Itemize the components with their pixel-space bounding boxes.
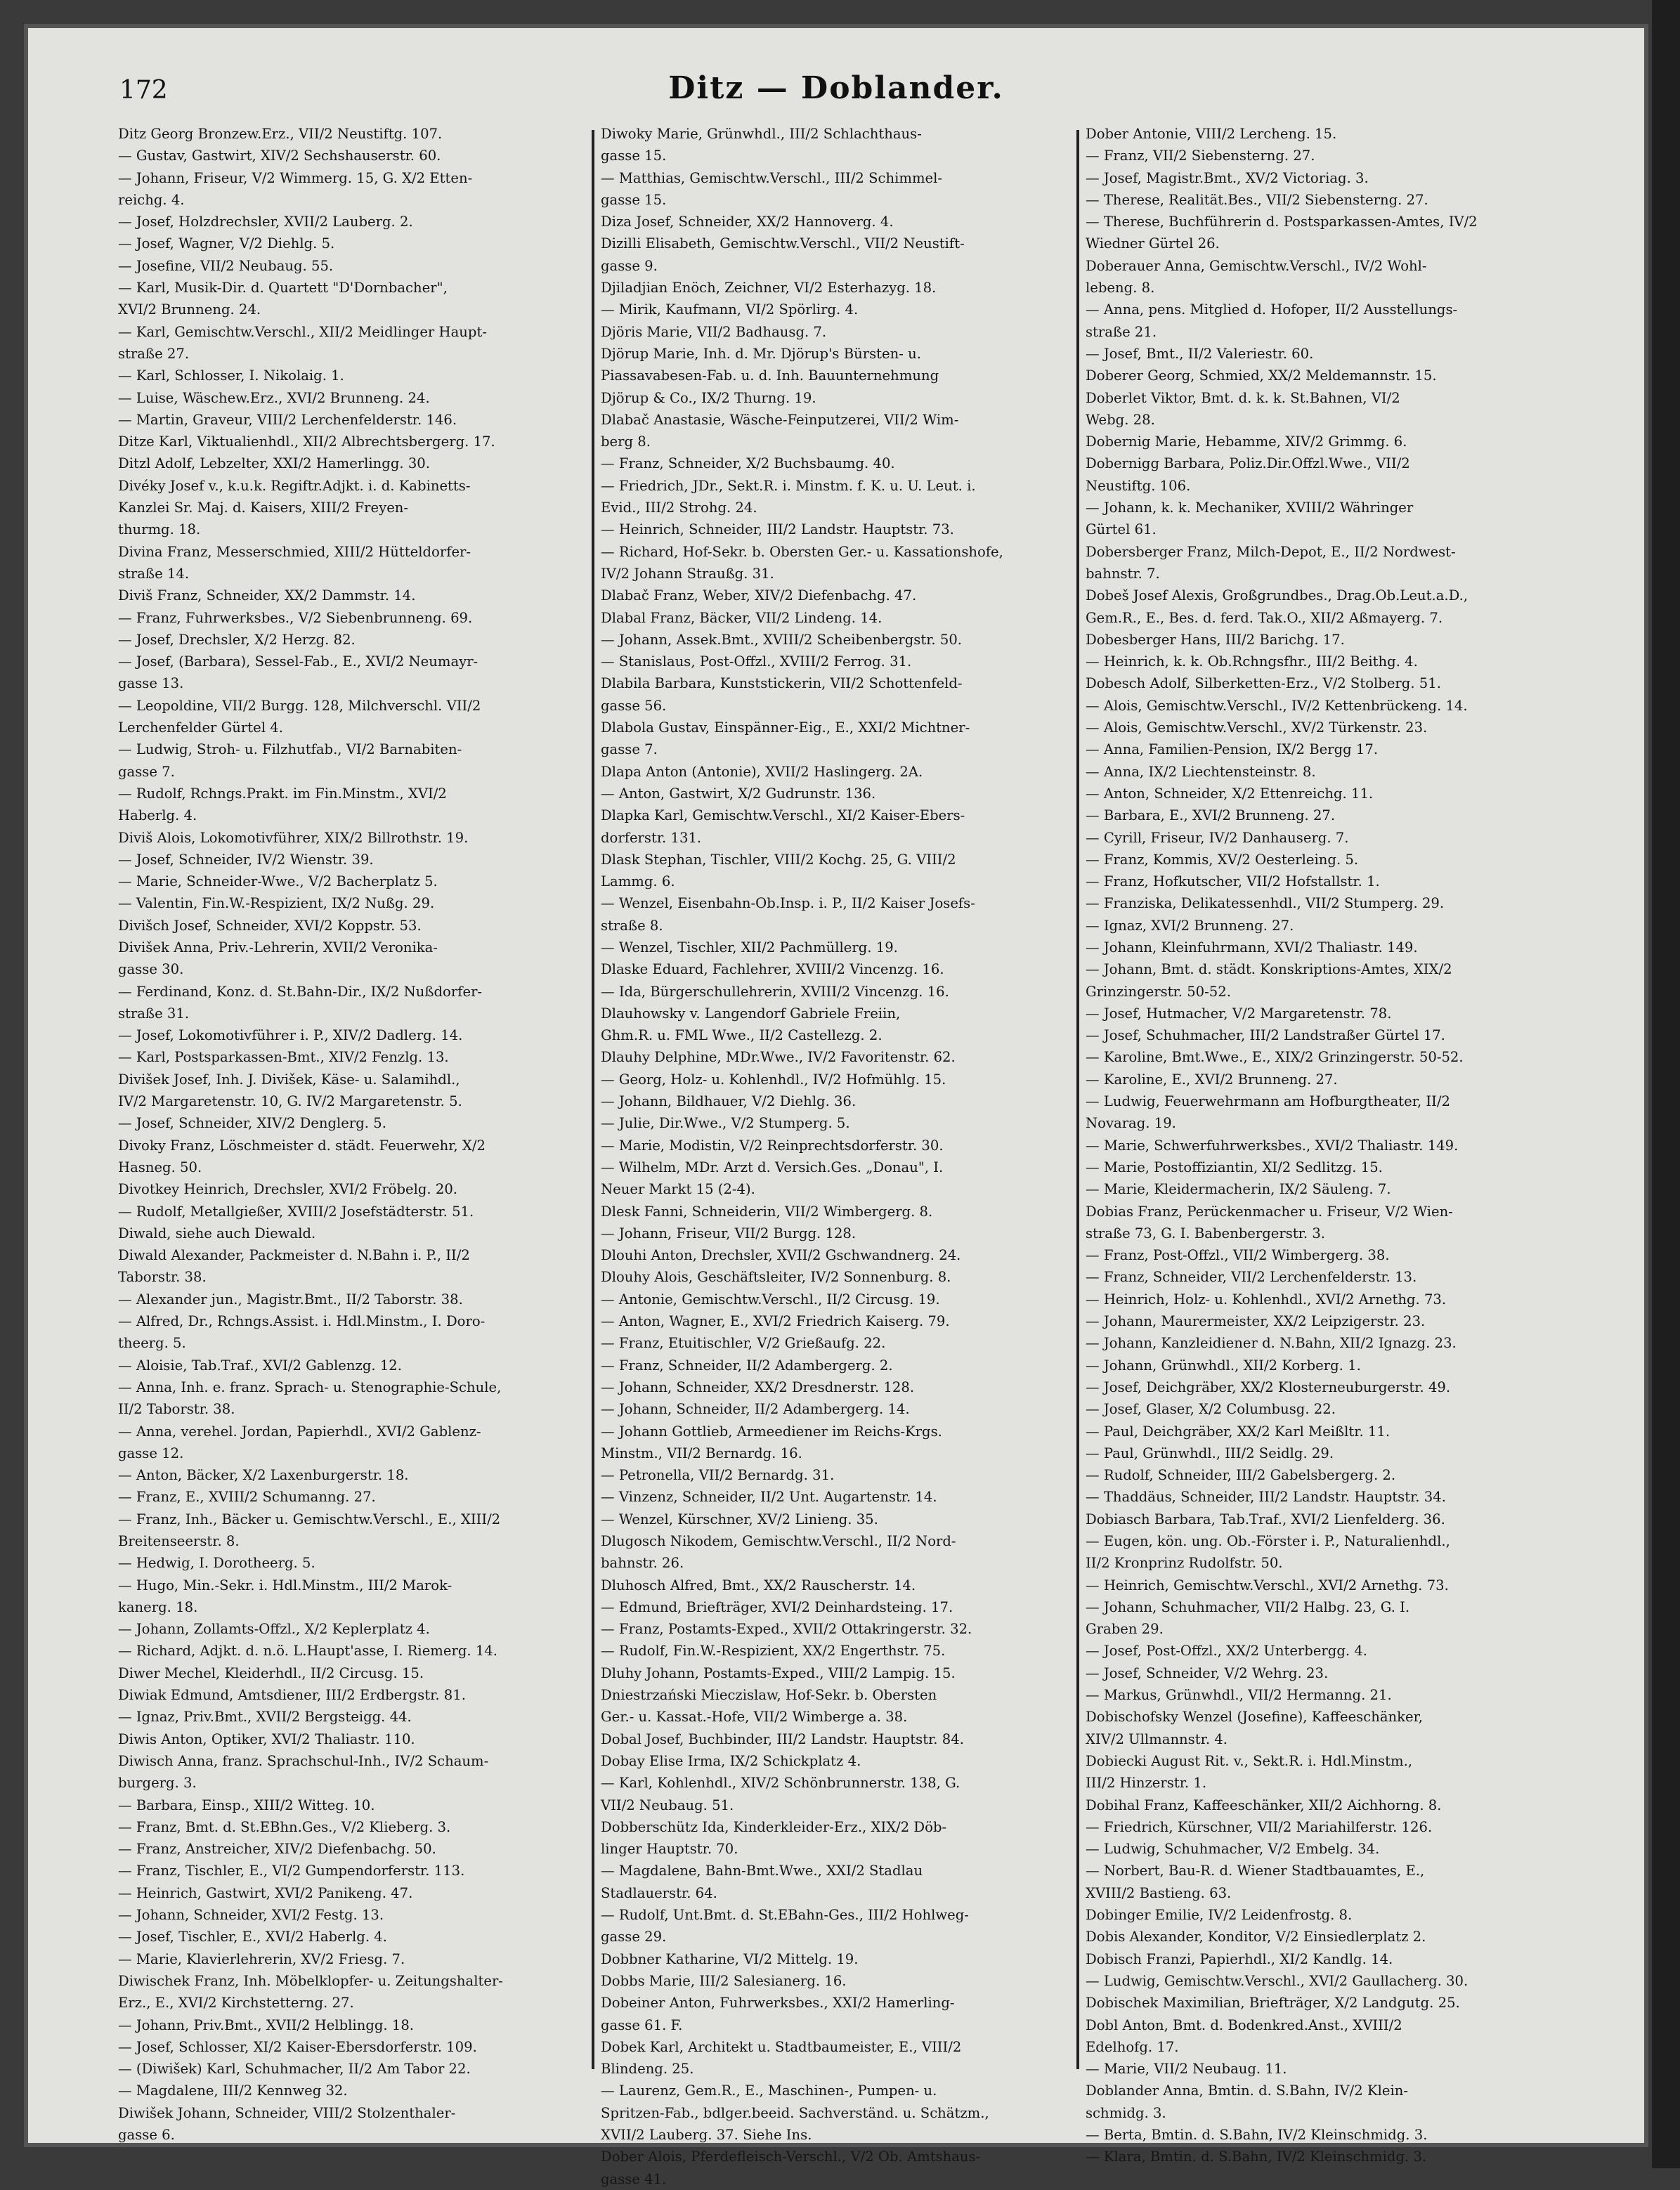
directory-entry-line: gasse 30.: [118, 961, 184, 978]
directory-entry-line: — Anna, pens. Mitglied d. Hofoper, II/2 Ausstellungs-: [1086, 301, 1458, 318]
directory-entry-line: III/2 Hinzerstr. 1.: [1086, 1775, 1207, 1792]
scan-frame-edge: [1652, 0, 1680, 2168]
directory-entry-line: — Thaddäus, Schneider, III/2 Landstr. Hauptstr. 34.: [1086, 1489, 1446, 1506]
directory-entry-line: Dobek Karl, Architekt u. Stadtbaumeister, E., VIII/2: [601, 2038, 962, 2055]
directory-entry-line: — Martin, Graveur, VIII/2 Lerchenfelderstr. 146.: [118, 411, 457, 428]
directory-entry-line: — Heinrich, Schneider, III/2 Landstr. Hauptstr. 73.: [601, 521, 954, 538]
directory-entry-line: — Wenzel, Tischler, XII/2 Pachmüllerg. 19.: [601, 939, 898, 956]
directory-entry-line: — Franz, Fuhrwerksbes., V/2 Siebenbrunneng. 69.: [118, 609, 473, 626]
directory-entry-line: — Josef, Bmt., II/2 Valeriestr. 60.: [1086, 345, 1314, 362]
directory-entry-line: — Richard, Hof-Sekr. b. Obersten Ger.- u. Kassationshofe,: [601, 543, 1003, 560]
directory-entry-line: gasse 7.: [601, 741, 658, 758]
directory-entry-line: Breitenseerstr. 8.: [118, 1533, 240, 1549]
directory-entry-line: Ditze Karl, Viktualienhdl., XII/2 Albrechtsbergerg. 17.: [118, 434, 495, 450]
directory-entry-line: — Franz, Kommis, XV/2 Oesterleing. 5.: [1086, 851, 1359, 868]
directory-entry-line: — Therese, Buchführerin d. Postsparkassen-Amtes, IV/2: [1086, 214, 1478, 230]
directory-entry-line: Dlabač Anastasie, Wäsche-Feinputzerei, VII/2 Wim-: [601, 411, 959, 428]
directory-entry-line: — Aloisie, Tab.Traf., XVI/2 Gablenzg. 12.: [118, 1357, 403, 1374]
directory-entry-line: Djiladjian Enöch, Zeichner, VI/2 Esterhazyg. 18.: [601, 280, 937, 296]
directory-entry-line: Dobesch Adolf, Silberketten-Erz., V/2 Stolberg. 51.: [1086, 675, 1441, 692]
directory-entry-line: — Johann, k. k. Mechaniker, XVIII/2 Währinger: [1086, 500, 1414, 516]
directory-entry-line: — Wenzel, Eisenbahn-Ob.Insp. i. P., II/2 Kaiser Josefs-: [601, 895, 975, 912]
directory-entry-line: — Karl, Gemischtw.Verschl., XII/2 Meidlinger Haupt-: [118, 323, 487, 340]
directory-entry-line: Dizilli Elisabeth, Gemischtw.Verschl., VII/2 Neustift-: [601, 235, 965, 252]
directory-entry-line: dorferstr. 131.: [601, 829, 702, 846]
directory-entry-line: — Matthias, Gemischtw.Verschl., III/2 Schimmel-: [601, 169, 943, 186]
directory-entry-line: Divišek Josef, Inh. J. Divišek, Käse- u. Salamihdl.,: [118, 1071, 460, 1088]
directory-entry-line: — Edmund, Briefträger, XVI/2 Deinhardsteing. 17.: [601, 1598, 953, 1615]
directory-entry-line: — Heinrich, k. k. Ob.Rchngsfhr., III/2 Beithg. 4.: [1086, 653, 1418, 670]
directory-entry-line: Dobl Anton, Bmt. d. Bodenkred.Anst., XVIII/2: [1086, 2016, 1402, 2033]
directory-entry-line: — Marie, Postoffiziantin, XI/2 Sedlitzg. 15.: [1086, 1159, 1383, 1175]
directory-entry-line: Diwald Alexander, Packmeister d. N.Bahn i. P., II/2: [118, 1247, 470, 1264]
directory-entry-line: Dlesk Fanni, Schneiderin, VII/2 Wimbergerg. 8.: [601, 1203, 933, 1220]
directory-entry-line: straße 31.: [118, 1005, 190, 1022]
directory-entry-line: — Anna, Inh. e. franz. Sprach- u. Stenographie-Schule,: [118, 1378, 502, 1395]
directory-entry-line: Dobiecki August Rit. v., Sekt.R. i. Hdl.Minstm.,: [1086, 1752, 1413, 1769]
directory-entry-line: — Friedrich, JDr., Sekt.R. i. Minstm. f. K. u. U. Leut. i.: [601, 477, 976, 494]
directory-entry-line: — Anton, Wagner, E., XVI/2 Friedrich Kaiserg. 79.: [601, 1313, 950, 1330]
directory-entry-line: — Therese, Realität.Bes., VII/2 Siebensterng. 27.: [1086, 191, 1428, 208]
directory-entry-line: Neuer Markt 15 (2-4).: [601, 1181, 755, 1198]
directory-entry-line: Lammg. 6.: [601, 873, 675, 890]
directory-entry-line: Evid., III/2 Strohg. 24.: [601, 500, 757, 516]
directory-entry-line: Lerchenfelder Gürtel 4.: [118, 719, 283, 736]
directory-entry-line: Dobay Elise Irma, IX/2 Schickplatz 4.: [601, 1752, 861, 1769]
directory-entry-line: Ger.- u. Kassat.-Hofe, VII/2 Wimberge a. 38.: [601, 1709, 908, 1726]
column-right: [1086, 123, 1556, 2165]
column-left: [118, 123, 585, 2144]
directory-entry-line: — Ignaz, XVI/2 Brunneng. 27.: [1086, 917, 1294, 934]
directory-entry-line: — Josef, Post-Offzl., XX/2 Unterbergg. 4.: [1086, 1643, 1368, 1660]
directory-entry-line: Dobernigg Barbara, Poliz.Dir.Offzl.Wwe., VII/2: [1086, 455, 1410, 472]
directory-entry-line: Djörup & Co., IX/2 Thurng. 19.: [601, 389, 816, 406]
directory-entry-line: XVII/2 Lauberg. 37. Siehe Ins.: [601, 2127, 812, 2144]
directory-entry-line: Dniestrzański Mieczislaw, Hof-Sekr. b. Obersten: [601, 1687, 937, 1704]
directory-entry-line: Doberauer Anna, Gemischtw.Verschl., IV/2 Wohl-: [1086, 257, 1427, 274]
directory-entry-line: Divina Franz, Messerschmied, XIII/2 Hütteldorfer-: [118, 543, 471, 560]
directory-entry-line: — Ludwig, Stroh- u. Filzhutfab., VI/2 Barnabiten-: [118, 741, 462, 758]
directory-entry-line: Edelhofg. 17.: [1086, 2038, 1179, 2055]
directory-entry-line: — Barbara, E., XVI/2 Brunneng. 27.: [1086, 807, 1336, 824]
directory-entry-line: lebeng. 8.: [1086, 280, 1155, 296]
directory-entry-line: VII/2 Neubaug. 51.: [601, 1797, 734, 1813]
directory-entry-line: — Ferdinand, Konz. d. St.Bahn-Dir., IX/2 Nußdorfer-: [118, 983, 483, 1000]
directory-entry-line: — Franz, Postamts-Exped., XVII/2 Ottakringerstr. 32.: [601, 1621, 972, 1638]
directory-entry-line: Diwald, siehe auch Diewald.: [118, 1225, 316, 1241]
directory-entry-line: — Franz, Tischler, E., VI/2 Gumpendorferstr. 113.: [118, 1863, 465, 1879]
directory-entry-line: — Marie, Modistin, V/2 Reinprechtsdorferstr. 30.: [601, 1137, 944, 1154]
directory-entry-line: — Leopoldine, VII/2 Burgg. 128, Milchverschl. VII/2: [118, 697, 481, 714]
column-divider: [1076, 130, 1079, 2069]
directory-entry-line: gasse 15.: [601, 148, 667, 164]
directory-entry-line: — Franziska, Delikatessenhdl., VII/2 Stumperg. 29.: [1086, 895, 1445, 912]
directory-entry-line: gasse 6.: [118, 2127, 175, 2144]
directory-entry-line: Webg. 28.: [1086, 411, 1155, 428]
directory-entry-line: straße 27.: [118, 345, 190, 362]
directory-entry-line: straße 14.: [118, 565, 190, 582]
directory-entry-line: — Johann, Friseur, VII/2 Burgg. 128.: [601, 1225, 857, 1241]
directory-entry-line: — Anna, IX/2 Liechtensteinstr. 8.: [1086, 763, 1316, 780]
directory-entry-line: — Magdalene, III/2 Kennweg 32.: [118, 2083, 348, 2099]
directory-entry-line: — Franz, Post-Offzl., VII/2 Wimbergerg. 38.: [1086, 1247, 1390, 1264]
directory-entry-line: — Karl, Kohlenhdl., XIV/2 Schönbrunnerstr. 138, G.: [601, 1775, 961, 1792]
directory-entry-line: — Richard, Adjkt. d. n.ö. L.Haupt'asse, I. Riemerg. 14.: [118, 1643, 497, 1660]
column-middle: [601, 123, 1068, 2187]
directory-entry-line: Dober Antonie, VIII/2 Lercheng. 15.: [1086, 126, 1337, 142]
directory-entry-line: — Antonie, Gemischtw.Verschl., II/2 Circusg. 19.: [601, 1291, 940, 1308]
directory-entry-line: Dobeiner Anton, Fuhrwerksbes., XXI/2 Hamerling-: [601, 1995, 955, 2012]
directory-entry-line: — Ida, Bürgerschullehrerin, XVIII/2 Vincenzg. 16.: [601, 983, 949, 1000]
directory-entry-line: Dobbner Katharine, VI/2 Mittelg. 19.: [601, 1950, 859, 1967]
directory-entry-line: — Hedwig, I. Dorotheerg. 5.: [118, 1555, 315, 1572]
directory-entry-line: — Klara, Bmtin. d. S.Bahn, IV/2 Kleinschmidg. 3.: [1086, 2149, 1427, 2165]
directory-entry-line: Dobberschütz Ida, Kinderkleider-Erz., XIX/2 Döb-: [601, 1818, 947, 1835]
directory-entry-line: — Rudolf, Rchngs.Prakt. im Fin.Minstm., XVI/2: [118, 785, 447, 802]
directory-entry-line: — Alois, Gemischtw.Verschl., XV/2 Türkenstr. 23.: [1086, 719, 1428, 736]
directory-entry-line: Dlabola Gustav, Einspänner-Eig., E., XXI/2 Michtner-: [601, 719, 970, 736]
directory-entry-line: — Rudolf, Fin.W.-Respizient, XX/2 Engerthstr. 75.: [601, 1643, 946, 1660]
directory-entry-line: Dlabila Barbara, Kunststickerin, VII/2 Schottenfeld-: [601, 675, 963, 692]
directory-entry-line: Taborstr. 38.: [118, 1269, 207, 1286]
directory-entry-line: Dobisch Franzi, Papierhdl., XI/2 Kandlg. 14.: [1086, 1950, 1393, 1967]
directory-entry-line: — Johann, Friseur, V/2 Wimmerg. 15, G. X/2 Etten-: [118, 169, 473, 186]
directory-entry-line: — Gustav, Gastwirt, XIV/2 Sechshauserstr. 60.: [118, 148, 441, 164]
directory-entry-line: II/2 Kronprinz Rudolfstr. 50.: [1086, 1555, 1283, 1572]
directory-entry-line: Dobeš Josef Alexis, Großgrundbes., Drag.Ob.Leut.a.D.,: [1086, 587, 1469, 604]
directory-entry-line: Kanzlei Sr. Maj. d. Kaisers, XIII/2 Freyen-: [118, 500, 409, 516]
directory-entry-line: reichg. 4.: [118, 191, 185, 208]
directory-entry-line: — Laurenz, Gem.R., E., Maschinen-, Pumpen- u.: [601, 2083, 937, 2099]
directory-entry-line: Diviš Franz, Schneider, XX/2 Dammstr. 14.: [118, 587, 416, 604]
directory-entry-line: Divéky Josef v., k.u.k. Regiftr.Adjkt. i. d. Kabinetts-: [118, 477, 471, 494]
directory-entry-line: — Magdalene, Bahn-Bmt.Wwe., XXI/2 Stadlau: [601, 1863, 923, 1879]
directory-entry-line: — Paul, Deichgräber, XX/2 Karl Meißltr. 11.: [1086, 1423, 1391, 1440]
directory-entry-line: Divišch Josef, Schneider, XVI/2 Koppstr. 53.: [118, 917, 422, 934]
directory-entry-line: — Josef, Schneider, V/2 Wehrg. 23.: [1086, 1664, 1329, 1681]
directory-entry-line: II/2 Taborstr. 38.: [118, 1401, 235, 1418]
directory-entry-line: theerg. 5.: [118, 1335, 186, 1352]
directory-entry-line: Diza Josef, Schneider, XX/2 Hannoverg. 4.: [601, 214, 894, 230]
directory-entry-line: — Johann, Schneider, XVI/2 Festg. 13.: [118, 1907, 384, 1924]
directory-entry-line: Divoky Franz, Löschmeister d. städt. Feuerwehr, X/2: [118, 1137, 486, 1154]
directory-entry-line: Dluhy Johann, Postamts-Exped., VIII/2 Lampig. 15.: [601, 1664, 956, 1681]
directory-entry-line: Piassavabesen-Fab. u. d. Inh. Bauunternehmung: [601, 367, 939, 384]
directory-entry-line: — Johann, Maurermeister, XX/2 Leipzigerstr. 23.: [1086, 1313, 1426, 1330]
directory-entry-line: Divišek Anna, Priv.-Lehrerin, XVII/2 Veronika-: [118, 939, 438, 956]
directory-entry-line: — Georg, Holz- u. Kohlenhdl., IV/2 Hofmühlg. 15.: [601, 1071, 946, 1088]
directory-entry-line: — Marie, Klavierlehrerin, XV/2 Friesg. 7.: [118, 1950, 405, 1967]
directory-entry-line: — Josefine, VII/2 Neubaug. 55.: [118, 257, 334, 274]
directory-entry-line: — Anna, verehel. Jordan, Papierhdl., XVI/2 Gablenz-: [118, 1423, 481, 1440]
directory-entry-line: straße 73, G. I. Babenbergerstr. 3.: [1086, 1225, 1326, 1241]
directory-entry-line: Diwoky Marie, Grünwhdl., III/2 Schlachthaus-: [601, 126, 922, 142]
directory-entry-line: — Barbara, Einsp., XIII/2 Witteg. 10.: [118, 1797, 375, 1813]
directory-entry-line: kanerg. 18.: [118, 1598, 198, 1615]
directory-entry-line: Diviš Alois, Lokomotivführer, XIX/2 Billrothstr. 19.: [118, 829, 469, 846]
directory-entry-line: — Anna, Familien-Pension, IX/2 Bergg 17.: [1086, 741, 1379, 758]
directory-entry-line: — Vinzenz, Schneider, II/2 Unt. Augartenstr. 14.: [601, 1489, 937, 1506]
directory-entry-line: gasse 41.: [601, 2170, 667, 2187]
directory-entry-line: Ditz Georg Bronzew.Erz., VII/2 Neustiftg. 107.: [118, 126, 443, 142]
directory-entry-line: — Luise, Wäschew.Erz., XVI/2 Brunneng. 24.: [118, 389, 430, 406]
directory-entry-line: Hasneg. 50.: [118, 1159, 202, 1175]
directory-entry-line: bahnstr. 26.: [601, 1555, 684, 1572]
directory-entry-line: — Alexander jun., Magistr.Bmt., II/2 Taborstr. 38.: [118, 1291, 463, 1308]
directory-entry-line: — Johann, Schneider, XX/2 Dresdnerstr. 128.: [601, 1378, 915, 1395]
directory-entry-line: — Heinrich, Gemischtw.Verschl., XVI/2 Arnethg. 73.: [1086, 1577, 1449, 1593]
directory-entry-line: Dobal Josef, Buchbinder, III/2 Landstr. Hauptstr. 84.: [601, 1731, 964, 1747]
directory-entry-line: gasse 12.: [118, 1445, 184, 1461]
directory-entry-line: Novarag. 19.: [1086, 1115, 1176, 1132]
directory-entry-line: Haberlg. 4.: [118, 807, 197, 824]
directory-entry-line: Ghm.R. u. FML Wwe., II/2 Castellezg. 2.: [601, 1027, 883, 1044]
directory-entry-line: — Franz, Hofkutscher, VII/2 Hofstallstr. 1.: [1086, 873, 1380, 890]
directory-entry-line: — Alfred, Dr., Rchngs.Assist. i. Hdl.Minstm., I. Doro-: [118, 1313, 486, 1330]
directory-entry-line: gasse 61. F.: [601, 2016, 683, 2033]
directory-entry-line: Neustiftg. 106.: [1086, 477, 1191, 494]
directory-entry-line: XVI/2 Brunneng. 24.: [118, 301, 261, 318]
directory-entry-line: — Rudolf, Unt.Bmt. d. St.EBahn-Ges., III/2 Hohlweg-: [601, 1907, 969, 1924]
directory-entry-line: — Franz, Etuitischler, V/2 Grießaufg. 22.: [601, 1335, 886, 1352]
directory-entry-line: Djöris Marie, VII/2 Badhausg. 7.: [601, 323, 827, 340]
directory-entry-line: — Josef, Lokomotivführer i. P., XIV/2 Dadlerg. 14.: [118, 1027, 463, 1044]
directory-entry-line: — Josef, Schneider, IV/2 Wienstr. 39.: [118, 851, 374, 868]
directory-entry-line: Dlouhy Alois, Geschäftsleiter, IV/2 Sonnenburg. 8.: [601, 1269, 951, 1286]
directory-entry-line: — Johann, Bmt. d. städt. Konskriptions-Amtes, XIX/2: [1086, 961, 1452, 978]
directory-entry-line: — Josef, Schlosser, XI/2 Kaiser-Ebersdorferstr. 109.: [118, 2038, 477, 2055]
directory-entry-line: Erz., E., XVI/2 Kirchstetterng. 27.: [118, 1995, 354, 2012]
directory-entry-line: Doblander Anna, Bmtin. d. S.Bahn, IV/2 Klein-: [1086, 2083, 1408, 2099]
directory-entry-line: schmidg. 3.: [1086, 2104, 1166, 2121]
directory-entry-line: — Franz, VII/2 Siebensterng. 27.: [1086, 148, 1315, 164]
directory-entry-line: Gürtel 61.: [1086, 521, 1157, 538]
directory-entry-line: Dober Alois, Pferdefleisch-Verschl., V/2 Ob. Amtshaus-: [601, 2149, 981, 2165]
directory-entry-line: berg 8.: [601, 434, 651, 450]
directory-entry-line: Spritzen-Fab., bdlger.beeid. Sachverständ. u. Schätzm.,: [601, 2104, 989, 2121]
directory-entry-line: — Josef, Tischler, E., XVI/2 Haberlg. 4.: [118, 1929, 388, 1945]
directory-entry-line: Diwischek Franz, Inh. Möbelklopfer- u. Zeitungshalter-: [118, 1972, 503, 1989]
directory-entry-line: Diwis Anton, Optiker, XVI/2 Thaliastr. 110.: [118, 1731, 415, 1747]
directory-entry-line: Stadlauerstr. 64.: [601, 1884, 717, 1901]
directory-entry-line: burgerg. 3.: [118, 1775, 197, 1792]
directory-entry-line: — Anton, Schneider, X/2 Ettenreichg. 11.: [1086, 785, 1374, 802]
directory-entry-line: — Rudolf, Schneider, III/2 Gabelsbergerg. 2.: [1086, 1467, 1396, 1484]
directory-entry-line: — Eugen, kön. ung. Ob.-Förster i. P., Naturalienhdl.,: [1086, 1533, 1450, 1549]
directory-entry-line: Doberer Georg, Schmied, XX/2 Meldemannstr. 15.: [1086, 367, 1437, 384]
directory-entry-line: — Marie, Schneider-Wwe., V/2 Bacherplatz 5.: [118, 873, 438, 890]
directory-entry-line: Dlapka Karl, Gemischtw.Verschl., XI/2 Kaiser-Ebers-: [601, 807, 965, 824]
directory-entry-line: — Friedrich, Kürschner, VII/2 Mariahilferstr. 126.: [1086, 1818, 1433, 1835]
directory-entry-line: Dluhosch Alfred, Bmt., XX/2 Rauscherstr. 14.: [601, 1577, 916, 1593]
directory-entry-line: bahnstr. 7.: [1086, 565, 1160, 582]
directory-entry-line: Dobersberger Franz, Milch-Depot, E., II/2 Nordwest-: [1086, 543, 1456, 560]
directory-entry-line: Diwisch Anna, franz. Sprachschul-Inh., IV/2 Schaum-: [118, 1752, 489, 1769]
directory-entry-line: — Franz, Bmt. d. St.EBhn.Ges., V/2 Klieberg. 3.: [118, 1818, 451, 1835]
page-header: [119, 70, 1553, 119]
directory-entry-line: gasse 13.: [118, 675, 184, 692]
directory-entry-line: — Josef, Holzdrechsler, XVII/2 Lauberg. 2.: [118, 214, 413, 230]
directory-entry-line: — Franz, Schneider, X/2 Buchsbaumg. 40.: [601, 455, 895, 472]
directory-entry-line: Diwiak Edmund, Amtsdiener, III/2 Erdbergstr. 81.: [118, 1687, 466, 1704]
directory-entry-line: — Josef, Hutmacher, V/2 Margaretenstr. 78.: [1086, 1005, 1392, 1022]
directory-entry-line: — Wenzel, Kürschner, XV/2 Linieng. 35.: [601, 1511, 878, 1527]
directory-entry-line: Diwišek Johann, Schneider, VIII/2 Stolzenthaler-: [118, 2104, 456, 2121]
directory-entry-line: Wiedner Gürtel 26.: [1086, 235, 1220, 252]
directory-entry-line: Doberlet Viktor, Bmt. d. k. k. St.Bahnen, VI/2: [1086, 389, 1400, 406]
directory-entry-line: — Karl, Schlosser, I. Nikolaig. 1.: [118, 367, 344, 384]
directory-entry-line: — Karl, Postsparkassen-Bmt., XIV/2 Fenzlg. 13.: [118, 1049, 449, 1066]
directory-entry-line: — Karoline, Bmt.Wwe., E., XIX/2 Grinzingerstr. 50-52.: [1086, 1049, 1464, 1066]
directory-entry-line: — (Diwišek) Karl, Schuhmacher, II/2 Am Tabor 22.: [118, 2061, 471, 2078]
column-divider: [592, 130, 594, 2069]
directory-entry-line: gasse 9.: [601, 257, 658, 274]
directory-entry-line: Blindeng. 25.: [601, 2061, 694, 2078]
page-number: 172: [119, 76, 168, 105]
directory-entry-line: — Julie, Dir.Wwe., V/2 Stumperg. 5.: [601, 1115, 850, 1132]
directory-entry-line: Dobihal Franz, Kaffeeschänker, XII/2 Aichhorng. 8.: [1086, 1797, 1442, 1813]
directory-entry-line: XIV/2 Ullmannstr. 4.: [1086, 1731, 1228, 1747]
directory-entry-line: Dobernig Marie, Hebamme, XIV/2 Grimmg. 6.: [1086, 434, 1407, 450]
directory-entry-line: — Johann, Schuhmacher, VII/2 Halbg. 23, G. I.: [1086, 1598, 1410, 1615]
directory-entry-line: — Johann, Bildhauer, V/2 Diehlg. 36.: [601, 1093, 857, 1110]
directory-entry-line: — Ludwig, Gemischtw.Verschl., XVI/2 Gaullacherg. 30.: [1086, 1972, 1469, 1989]
directory-entry-line: — Ignaz, Priv.Bmt., XVII/2 Bergsteigg. 44.: [118, 1709, 412, 1726]
directory-entry-line: — Norbert, Bau-R. d. Wiener Stadtbauamtes, E.,: [1086, 1863, 1425, 1879]
directory-entry-line: — Cyrill, Friseur, IV/2 Danhauserg. 7.: [1086, 829, 1349, 846]
directory-entry-line: gasse 7.: [118, 763, 175, 780]
directory-entry-line: — Berta, Bmtin. d. S.Bahn, IV/2 Kleinschmidg. 3.: [1086, 2127, 1428, 2144]
directory-entry-line: gasse 15.: [601, 191, 667, 208]
directory-entry-line: Ditzl Adolf, Lebzelter, XXI/2 Hamerlingg. 30.: [118, 455, 431, 472]
directory-entry-line: — Paul, Grünwhdl., III/2 Seidlg. 29.: [1086, 1445, 1334, 1461]
directory-entry-line: — Josef, Schuhmacher, III/2 Landstraßer Gürtel 17.: [1086, 1027, 1445, 1044]
directory-entry-line: — Marie, Schwerfuhrwerksbes., XVI/2 Thaliastr. 149.: [1086, 1137, 1459, 1154]
directory-entry-line: — Heinrich, Holz- u. Kohlenhdl., XVI/2 Arnethg. 73.: [1086, 1291, 1447, 1308]
directory-entry-line: — Wilhelm, MDr. Arzt d. Versich.Ges. „Donau", I.: [601, 1159, 944, 1175]
directory-entry-line: — Johann, Zollamts-Offzl., X/2 Keplerplatz 4.: [118, 1621, 430, 1638]
directory-entry-line: XVIII/2 Bastieng. 63.: [1086, 1884, 1232, 1901]
directory-entry-line: — Josef, Deichgräber, XX/2 Klosterneuburgerstr. 49.: [1086, 1378, 1451, 1395]
directory-entry-line: — Rudolf, Metallgießer, XVIII/2 Josefstädterstr. 51.: [118, 1203, 474, 1220]
directory-entry-line: gasse 56.: [601, 697, 667, 714]
directory-entry-line: Minstm., VII/2 Bernardg. 16.: [601, 1445, 802, 1461]
directory-entry-line: — Franz, Inh., Bäcker u. Gemischtw.Verschl., E., XIII/2: [118, 1511, 501, 1527]
directory-entry-line: Dobbs Marie, III/2 Salesianerg. 16.: [601, 1972, 847, 1989]
directory-entry-line: — Franz, Schneider, II/2 Adambergerg. 2.: [601, 1357, 893, 1374]
directory-entry-line: linger Hauptstr. 70.: [601, 1841, 738, 1858]
directory-entry-line: — Josef, (Barbara), Sessel-Fab., E., XVI/2 Neumayr-: [118, 653, 478, 670]
directory-entry-line: — Johann, Assek.Bmt., XVIII/2 Scheibenbergstr. 50.: [601, 631, 963, 648]
directory-entry-line: gasse 29.: [601, 1929, 667, 1945]
directory-entry-line: — Johann, Priv.Bmt., XVII/2 Helblingg. 18.: [118, 2016, 415, 2033]
directory-entry-line: — Josef, Drechsler, X/2 Herzg. 82.: [118, 631, 356, 648]
directory-entry-line: — Josef, Wagner, V/2 Diehlg. 5.: [118, 235, 335, 252]
directory-entry-line: — Heinrich, Gastwirt, XVI/2 Panikeng. 47.: [118, 1884, 413, 1901]
directory-entry-line: — Mirik, Kaufmann, VI/2 Spörlirg. 4.: [601, 301, 859, 318]
directory-entry-line: Dobias Franz, Perückenmacher u. Friseur, V/2 Wien-: [1086, 1203, 1453, 1220]
directory-entry-line: Dlauhy Delphine, MDr.Wwe., IV/2 Favoritenstr. 62.: [601, 1049, 956, 1066]
directory-entry-line: — Karoline, E., XVI/2 Brunneng. 27.: [1086, 1071, 1338, 1088]
directory-entry-line: Grinzingerstr. 50-52.: [1086, 983, 1231, 1000]
directory-entry-line: Dobiasch Barbara, Tab.Traf., XVI/2 Lienfelderg. 36.: [1086, 1511, 1445, 1527]
directory-entry-line: — Franz, Anstreicher, XIV/2 Diefenbachg. 50.: [118, 1841, 436, 1858]
directory-entry-line: — Johann Gottlieb, Armeediener im Reichs-Krgs.: [601, 1423, 942, 1440]
directory-entry-line: — Karl, Musik-Dir. d. Quartett "D'Dornbacher",: [118, 280, 448, 296]
directory-entry-line: Dlabač Franz, Weber, XIV/2 Diefenbachg. 47.: [601, 587, 917, 604]
directory-entry-line: — Josef, Magistr.Bmt., XV/2 Victoriag. 3.: [1086, 169, 1369, 186]
directory-entry-line: Dlouhi Anton, Drechsler, XVII/2 Gschwandnerg. 24.: [601, 1247, 961, 1264]
directory-entry-line: Dobischek Maximilian, Briefträger, X/2 Landgutg. 25.: [1086, 1995, 1460, 2012]
directory-entry-line: — Markus, Grünwhdl., VII/2 Hermanng. 21.: [1086, 1687, 1392, 1704]
directory-entry-line: — Josef, Glaser, X/2 Columbusg. 22.: [1086, 1401, 1336, 1418]
directory-entry-line: — Stanislaus, Post-Offzl., XVIII/2 Ferrog. 31.: [601, 653, 912, 670]
directory-entry-line: Dobesberger Hans, III/2 Barichg. 17.: [1086, 631, 1345, 648]
directory-entry-line: Diwer Mechel, Kleiderhdl., II/2 Circusg. 15.: [118, 1664, 424, 1681]
directory-entry-line: IV/2 Johann Straußg. 31.: [601, 565, 774, 582]
directory-entry-line: — Josef, Schneider, XIV/2 Denglerg. 5.: [118, 1115, 386, 1132]
directory-entry-line: Gem.R., E., Bes. d. ferd. Tak.O., XII/2 Aßmayerg. 7.: [1086, 609, 1443, 626]
directory-entry-line: — Petronella, VII/2 Bernardg. 31.: [601, 1467, 835, 1484]
directory-entry-line: — Ludwig, Schuhmacher, V/2 Embelg. 34.: [1086, 1841, 1380, 1858]
directory-entry-line: — Alois, Gemischtw.Verschl., IV/2 Kettenbrückeng. 14.: [1086, 697, 1468, 714]
directory-entry-line: — Marie, Kleidermacherin, IX/2 Säuleng. 7.: [1086, 1181, 1391, 1198]
directory-entry-line: — Johann, Kleinfuhrmann, XVI/2 Thaliastr. 149.: [1086, 939, 1418, 956]
directory-entry-line: IV/2 Margaretenstr. 10, G. IV/2 Margaretenstr. 5.: [118, 1093, 462, 1110]
directory-entry-line: Dlask Stephan, Tischler, VIII/2 Kochg. 25, G. VIII/2: [601, 851, 956, 868]
directory-entry-line: thurmg. 18.: [118, 521, 201, 538]
directory-entry-line: Dlapa Anton (Antonie), XVII/2 Haslingerg. 2A.: [601, 763, 923, 780]
directory-entry-line: Dobis Alexander, Konditor, V/2 Einsiedlerplatz 2.: [1086, 1929, 1426, 1945]
directory-entry-line: Dlaske Eduard, Fachlehrer, XVIII/2 Vincenzg. 16.: [601, 961, 944, 978]
directory-entry-line: — Anton, Gastwirt, X/2 Gudrunstr. 136.: [601, 785, 876, 802]
directory-entry-line: Graben 29.: [1086, 1621, 1164, 1638]
directory-entry-line: Djörup Marie, Inh. d. Mr. Djörup's Bürsten- u.: [601, 345, 921, 362]
directory-entry-line: — Johann, Kanzleidiener d. N.Bahn, XII/2 Ignazg. 23.: [1086, 1335, 1457, 1352]
directory-entry-line: Dlabal Franz, Bäcker, VII/2 Lindeng. 14.: [601, 609, 883, 626]
directory-entry-line: — Johann, Grünwhdl., XII/2 Korberg. 1.: [1086, 1357, 1361, 1374]
directory-entry-line: — Marie, VII/2 Neubaug. 11.: [1086, 2061, 1287, 2078]
directory-entry-line: — Valentin, Fin.W.-Respizient, IX/2 Nußg. 29.: [118, 895, 435, 912]
directory-entry-line: straße 21.: [1086, 323, 1157, 340]
directory-entry-line: — Ludwig, Feuerwehrmann am Hofburgtheater, II/2: [1086, 1093, 1450, 1110]
directory-entry-line: Dlauhowsky v. Langendorf Gabriele Freiin,: [601, 1005, 901, 1022]
directory-entry-line: — Franz, Schneider, VII/2 Lerchenfelderstr. 13.: [1086, 1269, 1417, 1286]
directory-entry-line: — Anton, Bäcker, X/2 Laxenburgerstr. 18.: [118, 1467, 409, 1484]
directory-entry-line: Dobischofsky Wenzel (Josefine), Kaffeeschänker,: [1086, 1709, 1424, 1726]
directory-entry-line: — Johann, Schneider, II/2 Adambergerg. 14.: [601, 1401, 910, 1418]
directory-entry-line: Dobinger Emilie, IV/2 Leidenfrostg. 8.: [1086, 1907, 1353, 1924]
directory-entry-line: — Hugo, Min.-Sekr. i. Hdl.Minstm., III/2 Marok-: [118, 1577, 452, 1593]
directory-entry-line: Divotkey Heinrich, Drechsler, XVI/2 Fröbelg. 20.: [118, 1181, 458, 1198]
directory-entry-line: straße 8.: [601, 917, 663, 934]
directory-entry-line: Dlugosch Nikodem, Gemischtw.Verschl., II/2 Nord-: [601, 1533, 956, 1549]
running-head: Ditz — Doblander.: [668, 70, 1004, 106]
directory-entry-line: — Franz, E., XVIII/2 Schumanng. 27.: [118, 1489, 376, 1506]
